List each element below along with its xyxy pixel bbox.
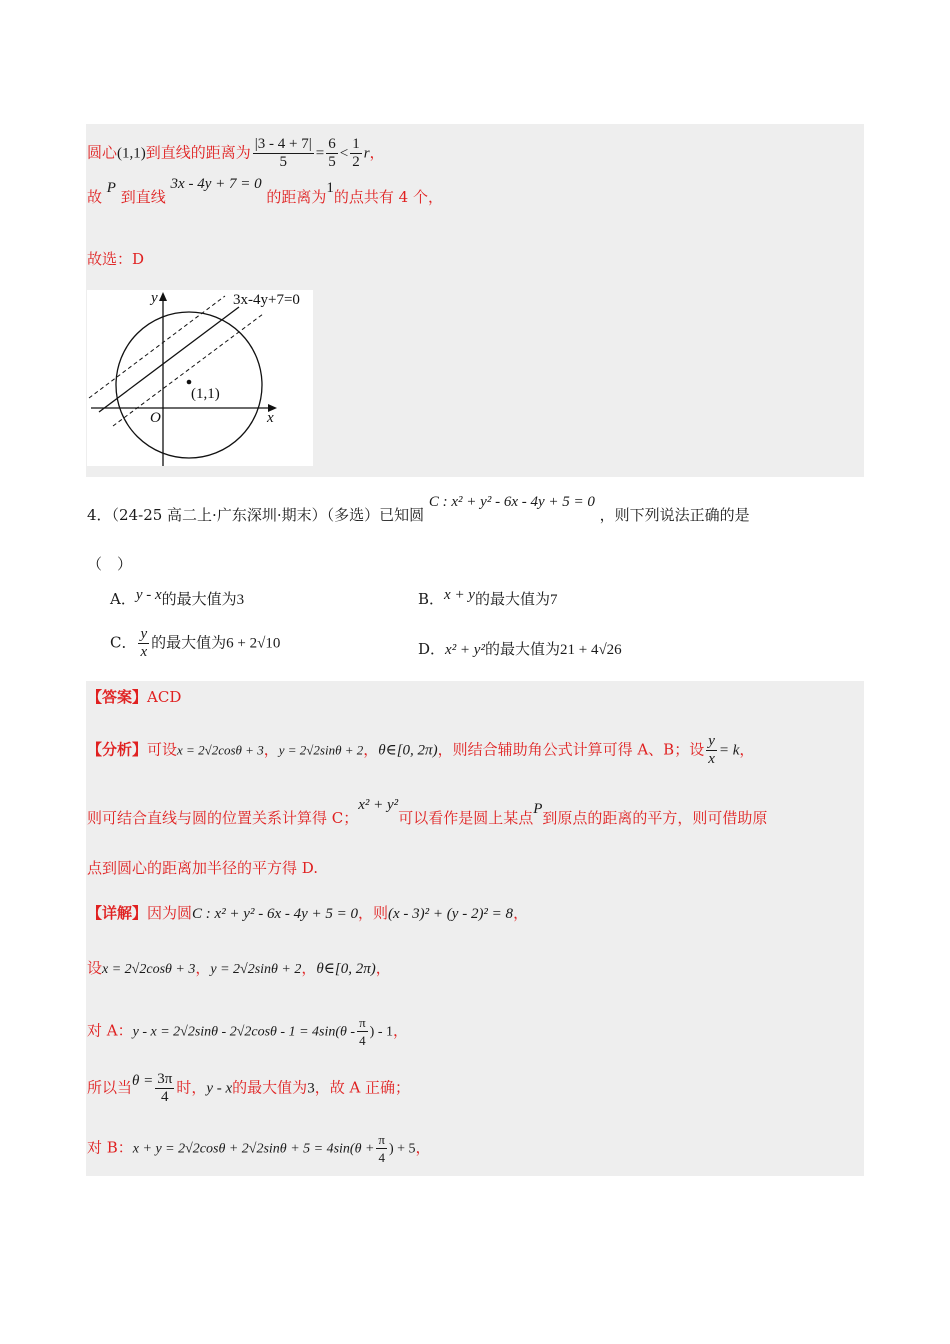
option-a[interactable]: A．y - x的最大值为3 bbox=[110, 587, 245, 608]
circle-equation: C : x² + y² - 6x - 4y + 5 = 0 bbox=[428, 494, 595, 510]
line-label: 3x-4y+7=0 bbox=[233, 292, 300, 308]
solution-line-1: 圆心(1,1)到直线的距离为 $\frac{|3 - 4 + 7|}{5}$ = $\frac{6}{5}$ < $\frac{1}{2}$ r， bbox=[87, 136, 385, 170]
detail-line-5: 对 B：x + y = 2√2cosθ + 2√2sinθ + 5 = 4sin(θ + $\frac{\pi}{4}$ ) + 5， bbox=[87, 1132, 431, 1165]
analysis-line-1: 【分析】可设x = 2√2cosθ + 3，y = 2√2sinθ + 2，θ∈[0, 2π)，则结合辅助角公式计算可得 A、B；设 $\frac{y}{x}$ = k， bbox=[87, 733, 755, 767]
y-axis-label: y bbox=[151, 290, 158, 306]
answer-line: 【答案】ACD bbox=[87, 688, 182, 706]
distance-fraction: $\frac{|3 - 4 + 7|}{5}$ bbox=[254, 136, 312, 170]
center-dot bbox=[187, 380, 192, 385]
origin-label: O bbox=[150, 410, 161, 426]
point-label: (1,1) bbox=[191, 386, 220, 402]
center-point: (1,1) bbox=[117, 145, 146, 162]
analysis-line-3: 点到圆心的距离加半径的平方得 D. bbox=[87, 859, 319, 877]
figure-background bbox=[87, 290, 313, 466]
option-c[interactable]: C． $\frac{y}{x}$ 的最大值为6 + 2√10 bbox=[110, 626, 281, 660]
question-4-line: 4．（24-25 高二上·广东深圳·期末）（多选）已知圆 C : x² + y² - 6x - 4y + 5 = 0 ，则下列说法正确的是 bbox=[87, 494, 750, 524]
question-paren: （ ） bbox=[87, 555, 133, 573]
detail-line-2: 设x = 2√2cosθ + 3，y = 2√2sinθ + 2，θ∈[0, 2π)， bbox=[87, 959, 391, 977]
solution-line-2: 故 P 到直线 3x - 4y + 7 = 0 的距离为1的点共有 4 个， bbox=[87, 176, 443, 206]
circle-line-figure bbox=[87, 290, 313, 466]
x-axis-label: x bbox=[267, 410, 274, 426]
analysis-line-2: 则可结合直线与圆的位置关系计算得 C；x² + y²可以看作是圆上某点P到原点的距离的平方，则可借助原 bbox=[87, 797, 768, 827]
detail-line-4: 所以当θ = $\frac{3\pi}{4}$ 时，y - x的最大值为3，故 A 正确； bbox=[87, 1071, 411, 1105]
detail-line-1: 【详解】因为圆C : x² + y² - 6x - 4y + 5 = 0，则(x - 3)² + (y - 2)² = 8， bbox=[87, 904, 529, 922]
option-b[interactable]: B．x + y的最大值为7 bbox=[418, 587, 558, 608]
solution-line-3: 故选：D bbox=[87, 250, 145, 268]
option-d[interactable]: D．x² + y²的最大值为21 + 4√26 bbox=[418, 640, 622, 658]
detail-line-3: 对 A：y - x = 2√2sinθ - 2√2cosθ - 1 = 4sin(θ - $\frac{\pi}{4}$ ) - 1， bbox=[87, 1015, 408, 1048]
